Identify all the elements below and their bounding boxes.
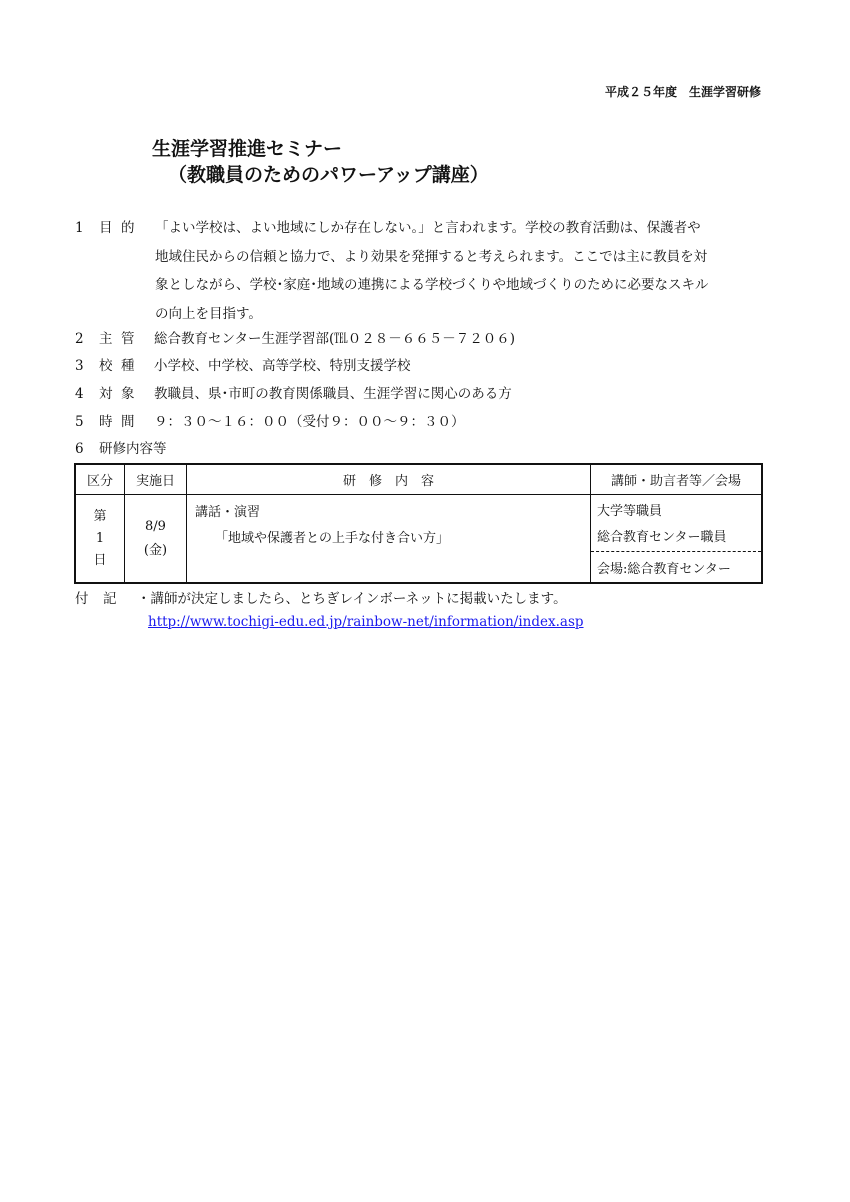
item-label: 目 的 <box>99 220 135 236</box>
item-number: 2 <box>75 331 84 347</box>
target-text: 教職員、県･市町の教育関係職員、生涯学習に関心のある方 <box>154 386 512 402</box>
item-contents <box>75 435 167 463</box>
item-school-type <box>75 352 411 380</box>
table-row <box>75 495 762 552</box>
item-label: 校 種 <box>99 358 135 374</box>
seminar-title: 生涯学習推進セミナー <box>152 138 343 160</box>
purpose-line: の向上を目指す。 <box>155 305 262 322</box>
item-purpose <box>75 214 154 242</box>
school-type-text: 小学校、中学校、高等学校、特別支援学校 <box>154 358 411 374</box>
content-cell <box>187 495 591 584</box>
seminar-subtitle: （教職員のためのパワーアップ講座） <box>168 164 489 186</box>
lecturer-cell <box>591 495 763 552</box>
note-text: ・講師が決定しましたら、とちぎレインボーネットに掲載いたします。 <box>137 591 567 607</box>
schedule-table <box>74 463 763 584</box>
note <box>75 587 567 607</box>
item-organizer <box>75 325 515 353</box>
document-header-tag: 平成２５年度 生涯学習研修 <box>604 85 761 99</box>
contents-heading: 研修内容等 <box>99 441 167 457</box>
header-lecturer: 講師・助言者等／会場 <box>591 464 763 495</box>
item-label: 主 管 <box>99 331 135 347</box>
purpose-line: 象としながら、学校･家庭･地域の連携による学校づくりや地域づくりのために必要なスキル <box>155 277 709 293</box>
organizer-text: 総合教育センター生涯学習部(℡０２８－６６５－７２０６) <box>154 331 515 347</box>
header-category: 区分 <box>75 464 125 495</box>
item-number: 3 <box>75 358 84 374</box>
date-value: 8/9 <box>145 518 166 534</box>
lecturer-1: 大学等職員 <box>597 504 663 519</box>
item-number: 5 <box>75 414 84 430</box>
date-cell <box>125 495 187 584</box>
time-text: ９：３０～１６：００（受付９：００～９：３０） <box>154 414 465 430</box>
item-label: 時 間 <box>99 414 135 430</box>
day-cell: 第 1 日 <box>75 495 125 584</box>
item-number: 1 <box>75 220 84 236</box>
note-label: 付 記 <box>75 591 117 607</box>
purpose-text <box>155 214 767 328</box>
weekday-value: (金) <box>143 542 168 558</box>
header-date: 実施日 <box>125 464 187 495</box>
purpose-line: 「よい学校は、よい地域にしか存在しない。」と言われます。学校の教育活動は、保護者や <box>155 220 701 236</box>
lecturer-2: 総合教育センター職員 <box>597 530 727 545</box>
rainbow-net-link[interactable]: http://www.tochigi-edu.ed.jp/rainbow-net/information/index.asp <box>148 614 584 630</box>
item-number: 4 <box>75 386 84 402</box>
table-header-row <box>75 464 762 495</box>
purpose-line: 地域住民からの信頼と協力で、より効果を発揮すると考えられます。ここでは主に教員を対 <box>155 248 708 265</box>
content-title: 講話・演習 <box>195 505 261 520</box>
item-target <box>75 380 512 408</box>
item-label: 対 象 <box>99 386 135 402</box>
content-subtitle: 「地域や保護者との上手な付き合い方」 <box>215 531 450 546</box>
venue-cell: 会場:総合教育センター <box>591 552 763 584</box>
item-number: 6 <box>75 441 84 457</box>
header-content: 研 修 内 容 <box>187 464 591 495</box>
item-time <box>75 408 465 436</box>
